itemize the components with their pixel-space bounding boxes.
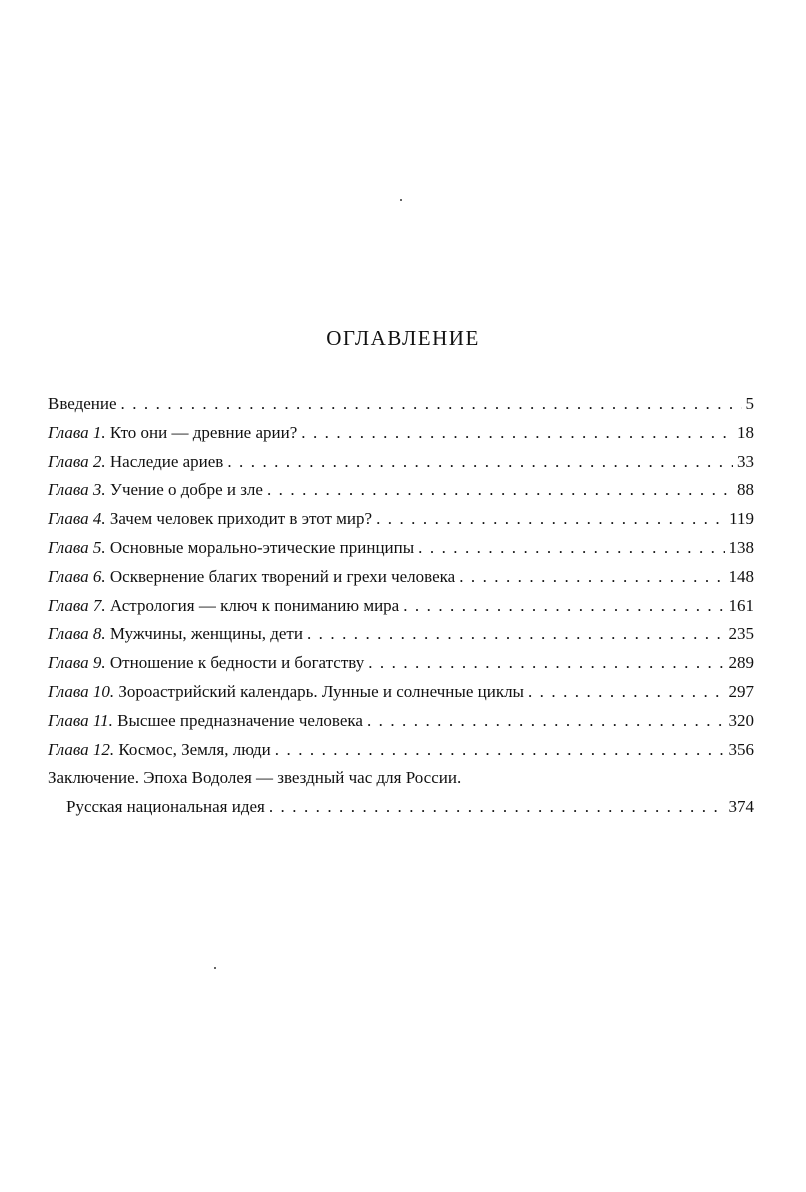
entry-label [48, 736, 271, 765]
entry-label [48, 419, 297, 448]
dot-leader [418, 534, 724, 563]
dot-leader [459, 563, 724, 592]
toc-entry[interactable] [48, 534, 754, 563]
dot-leader [267, 476, 733, 505]
toc-entry[interactable] [48, 736, 754, 765]
toc-entry-conclusion-cont[interactable] [48, 793, 754, 822]
entry-text: Осквернение благих творений и грехи человека [105, 566, 456, 586]
chapter-prefix: Глава 8. [48, 624, 106, 644]
entry-text: Высшее предназначение человека [112, 710, 363, 730]
toc-entry[interactable] [48, 390, 754, 419]
chapter-prefix: Глава 12. [48, 739, 115, 759]
entry-text: Введение [48, 394, 117, 413]
dot-leader [528, 678, 725, 707]
page-number: 320 [728, 710, 754, 730]
dot-leader [227, 448, 733, 477]
dot-leader [307, 620, 725, 649]
print-speck [214, 967, 216, 969]
entry-label [48, 390, 117, 419]
toc-entry[interactable] [48, 620, 754, 649]
chapter-prefix: Глава 1. [48, 422, 106, 442]
dot-leader [301, 419, 733, 448]
chapter-prefix: Глава 9. [48, 653, 106, 673]
dot-leader [269, 793, 725, 822]
page-number: 374 [728, 797, 754, 817]
entry-text: Мужчины, женщины, дети [105, 624, 303, 644]
toc-title: ОГЛАВЛЕНИЕ [326, 326, 480, 350]
chapter-prefix: Глава 6. [48, 566, 106, 586]
toc-entry[interactable] [48, 419, 754, 448]
chapter-prefix: Глава 10. [48, 681, 115, 701]
entry-label [48, 678, 524, 707]
print-speck [400, 199, 402, 201]
page-number: 119 [729, 509, 754, 529]
dot-leader [121, 390, 742, 419]
chapter-prefix: Глава 7. [48, 595, 106, 615]
page-number: 33 [737, 451, 754, 471]
toc-entry[interactable] [48, 448, 754, 477]
chapter-prefix: Глава 3. [48, 480, 106, 500]
entry-label [48, 707, 363, 736]
page-number: 138 [728, 537, 754, 557]
entry-text: Зачем человек приходит в этот мир? [105, 509, 373, 529]
chapter-prefix: Глава 5. [48, 537, 106, 557]
entry-text: Отношение к бедности и богатству [105, 653, 365, 673]
page-number: 18 [737, 422, 754, 442]
entry-label [48, 620, 303, 649]
page-number: 235 [728, 624, 754, 644]
entry-text: Основные морально-этические принципы [105, 537, 415, 557]
entry-label [48, 534, 414, 563]
toc-entry-conclusion[interactable] [48, 764, 754, 793]
entry-label [48, 448, 223, 477]
entry-label [48, 649, 364, 678]
page-number: 5 [745, 394, 754, 413]
entry-text: Зороастрийский календарь. Лунные и солнечные циклы [114, 681, 524, 701]
page-number: 297 [728, 681, 754, 701]
entry-label [48, 563, 455, 592]
toc-entry[interactable] [48, 592, 754, 621]
dot-leader [367, 707, 725, 736]
dot-leader [376, 505, 725, 534]
toc-entries [48, 390, 754, 764]
chapter-prefix: Глава 4. [48, 509, 106, 529]
entry-label [48, 505, 372, 534]
toc-entry[interactable] [48, 678, 754, 707]
toc-entry[interactable] [48, 476, 754, 505]
toc-entry[interactable] [48, 649, 754, 678]
table-of-contents [48, 390, 754, 822]
conclusion-line2: Русская национальная идея [66, 797, 265, 817]
dot-leader [403, 592, 724, 621]
dot-leader [368, 649, 724, 678]
entry-label [48, 592, 399, 621]
entry-text: Космос, Земля, люди [114, 739, 271, 759]
toc-entry[interactable] [48, 707, 754, 736]
entry-label [48, 476, 263, 505]
conclusion-line1: Заключение. Эпоха Водолея — звездный час для России. [48, 768, 462, 788]
page-number: 356 [728, 739, 754, 759]
entry-text: Астрология — ключ к пониманию мира [105, 595, 400, 615]
page-number: 161 [728, 595, 754, 615]
dot-leader [275, 736, 725, 765]
entry-text: Наследие ариев [105, 451, 224, 471]
page-number: 88 [737, 480, 754, 500]
page-number: 148 [728, 566, 754, 586]
toc-entry[interactable] [48, 563, 754, 592]
chapter-prefix: Глава 2. [48, 451, 106, 471]
toc-entry[interactable] [48, 505, 754, 534]
entry-text: Учение о добре и зле [105, 480, 263, 500]
chapter-prefix: Глава 11. [48, 710, 113, 730]
entry-text: Кто они — древние арии? [105, 422, 298, 442]
page-number: 289 [728, 653, 754, 673]
